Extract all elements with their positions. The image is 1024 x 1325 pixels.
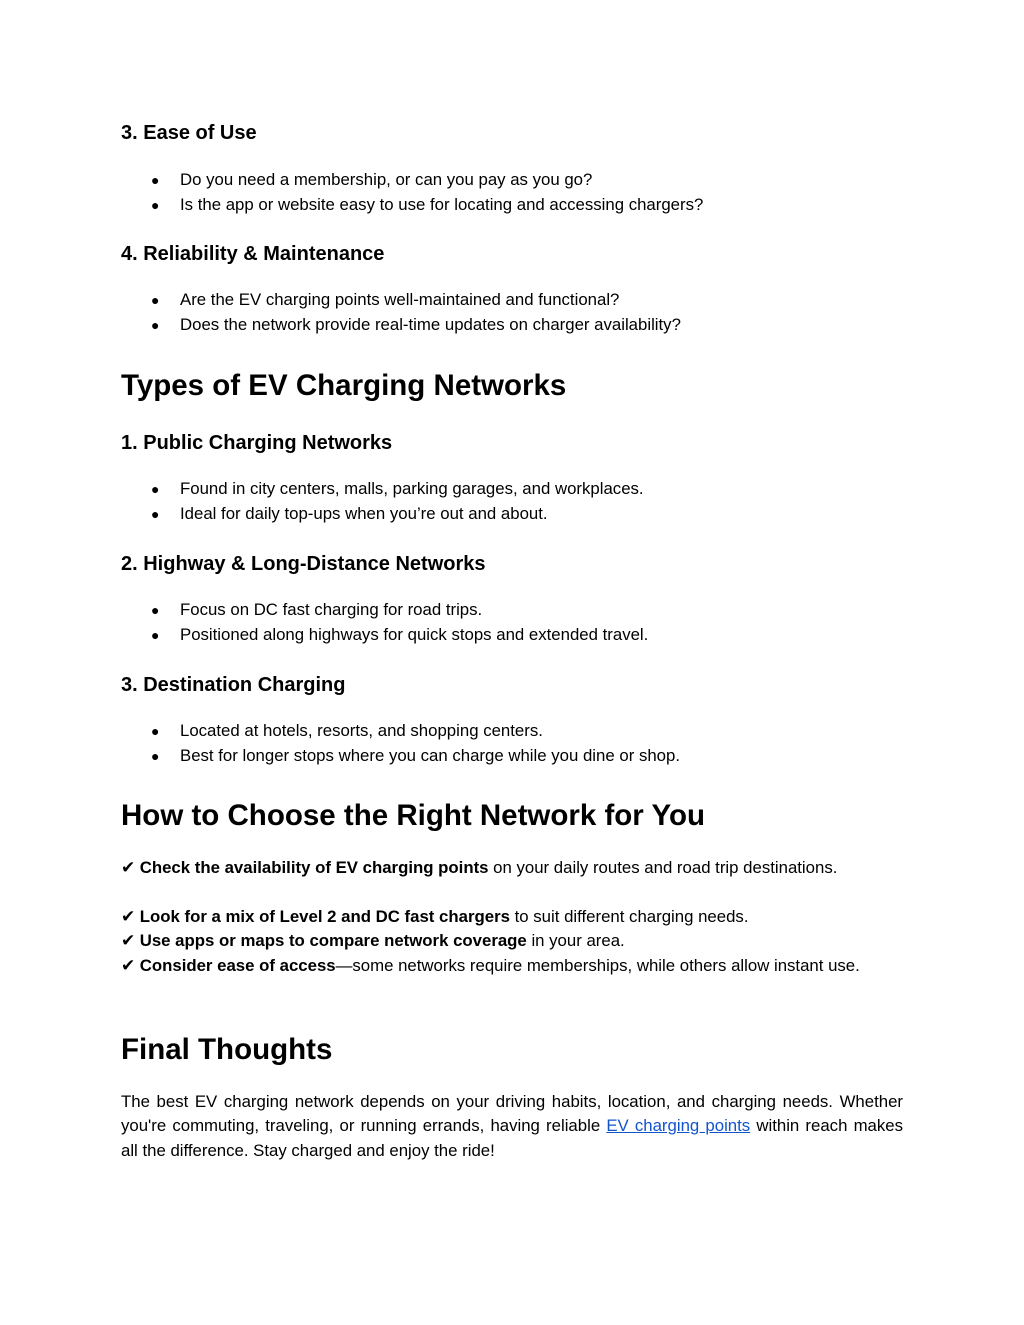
bullet-icon: ● bbox=[151, 626, 160, 643]
checklist-item: ✔ Look for a mix of Level 2 and DC fast chargers to suit different charging needs. bbox=[121, 906, 749, 926]
heading-how-to-choose: How to Choose the Right Network for You bbox=[121, 799, 705, 832]
bullet-icon: ● bbox=[151, 196, 160, 213]
bullet-icon: ● bbox=[151, 316, 160, 333]
checklist-item: ✔ Use apps or maps to compare network coverage in your area. bbox=[121, 931, 625, 950]
list-item: ● Focus on DC fast charging for road trips. bbox=[121, 598, 903, 623]
bullet-list-highway bbox=[121, 598, 903, 647]
checklist-item: ✔ Consider ease of access—some networks require memberships, while others allow instant use. bbox=[121, 955, 860, 975]
heading-public-charging: 1. Public Charging Networks bbox=[121, 432, 393, 454]
final-paragraph: The best EV charging network depends on your driving habits, location, and charging needs. Whether you're commuting, traveling, or running errands, having reliable EV charging points within reach makes all the difference. Stay charged and enjoy the ride! bbox=[121, 1092, 903, 1160]
heading-final-thoughts: Final Thoughts bbox=[121, 1033, 333, 1066]
heading-ease-of-use: 3. Ease of Use bbox=[121, 122, 257, 144]
list-item: ● Located at hotels, resorts, and shopping centers. bbox=[121, 719, 903, 744]
heading-destination-charging: 3. Destination Charging bbox=[121, 674, 346, 696]
list-item: ● Best for longer stops where you can charge while you dine or shop. bbox=[121, 744, 903, 769]
checklist-item: ✔ Check the availability of EV charging points on your daily routes and road trip destinations. bbox=[121, 858, 838, 877]
list-item: ● Ideal for daily top-ups when you’re out and about. bbox=[121, 502, 903, 527]
list-item: ● Are the EV charging points well-maintained and functional? bbox=[121, 288, 903, 313]
bullet-list-reliability bbox=[121, 288, 903, 337]
list-item: ● Found in city centers, malls, parking garages, and workplaces. bbox=[121, 477, 903, 502]
bullet-icon: ● bbox=[151, 481, 160, 497]
bullet-list-ease-of-use bbox=[121, 168, 903, 217]
bullet-list-public-charging bbox=[121, 477, 903, 526]
check-icon: ✔ bbox=[121, 955, 136, 975]
heading-types-of-networks: Types of EV Charging Networks bbox=[121, 369, 567, 402]
bullet-icon: ● bbox=[151, 292, 160, 308]
check-icon: ✔ bbox=[121, 931, 136, 950]
check-icon: ✔ bbox=[121, 906, 136, 926]
heading-highway-networks: 2. Highway & Long-Distance Networks bbox=[121, 553, 486, 575]
bullet-icon: ● bbox=[151, 602, 160, 618]
bullet-icon: ● bbox=[151, 747, 160, 764]
bullet-icon: ● bbox=[151, 172, 160, 188]
list-item: ● Does the network provide real-time updates on charger availability? bbox=[121, 313, 903, 338]
bullet-icon: ● bbox=[151, 505, 160, 522]
bullet-list-destination bbox=[121, 719, 903, 768]
bullet-icon: ● bbox=[151, 723, 160, 739]
check-icon: ✔ bbox=[121, 858, 136, 877]
list-item: ● Positioned along highways for quick stops and extended travel. bbox=[121, 623, 903, 648]
ev-charging-points-link[interactable]: EV charging points bbox=[606, 1116, 751, 1136]
list-item: ● Do you need a membership, or can you pay as you go? bbox=[121, 168, 903, 193]
heading-reliability-maintenance: 4. Reliability & Maintenance bbox=[121, 243, 385, 265]
list-item: ● Is the app or website easy to use for locating and accessing chargers? bbox=[121, 193, 903, 218]
